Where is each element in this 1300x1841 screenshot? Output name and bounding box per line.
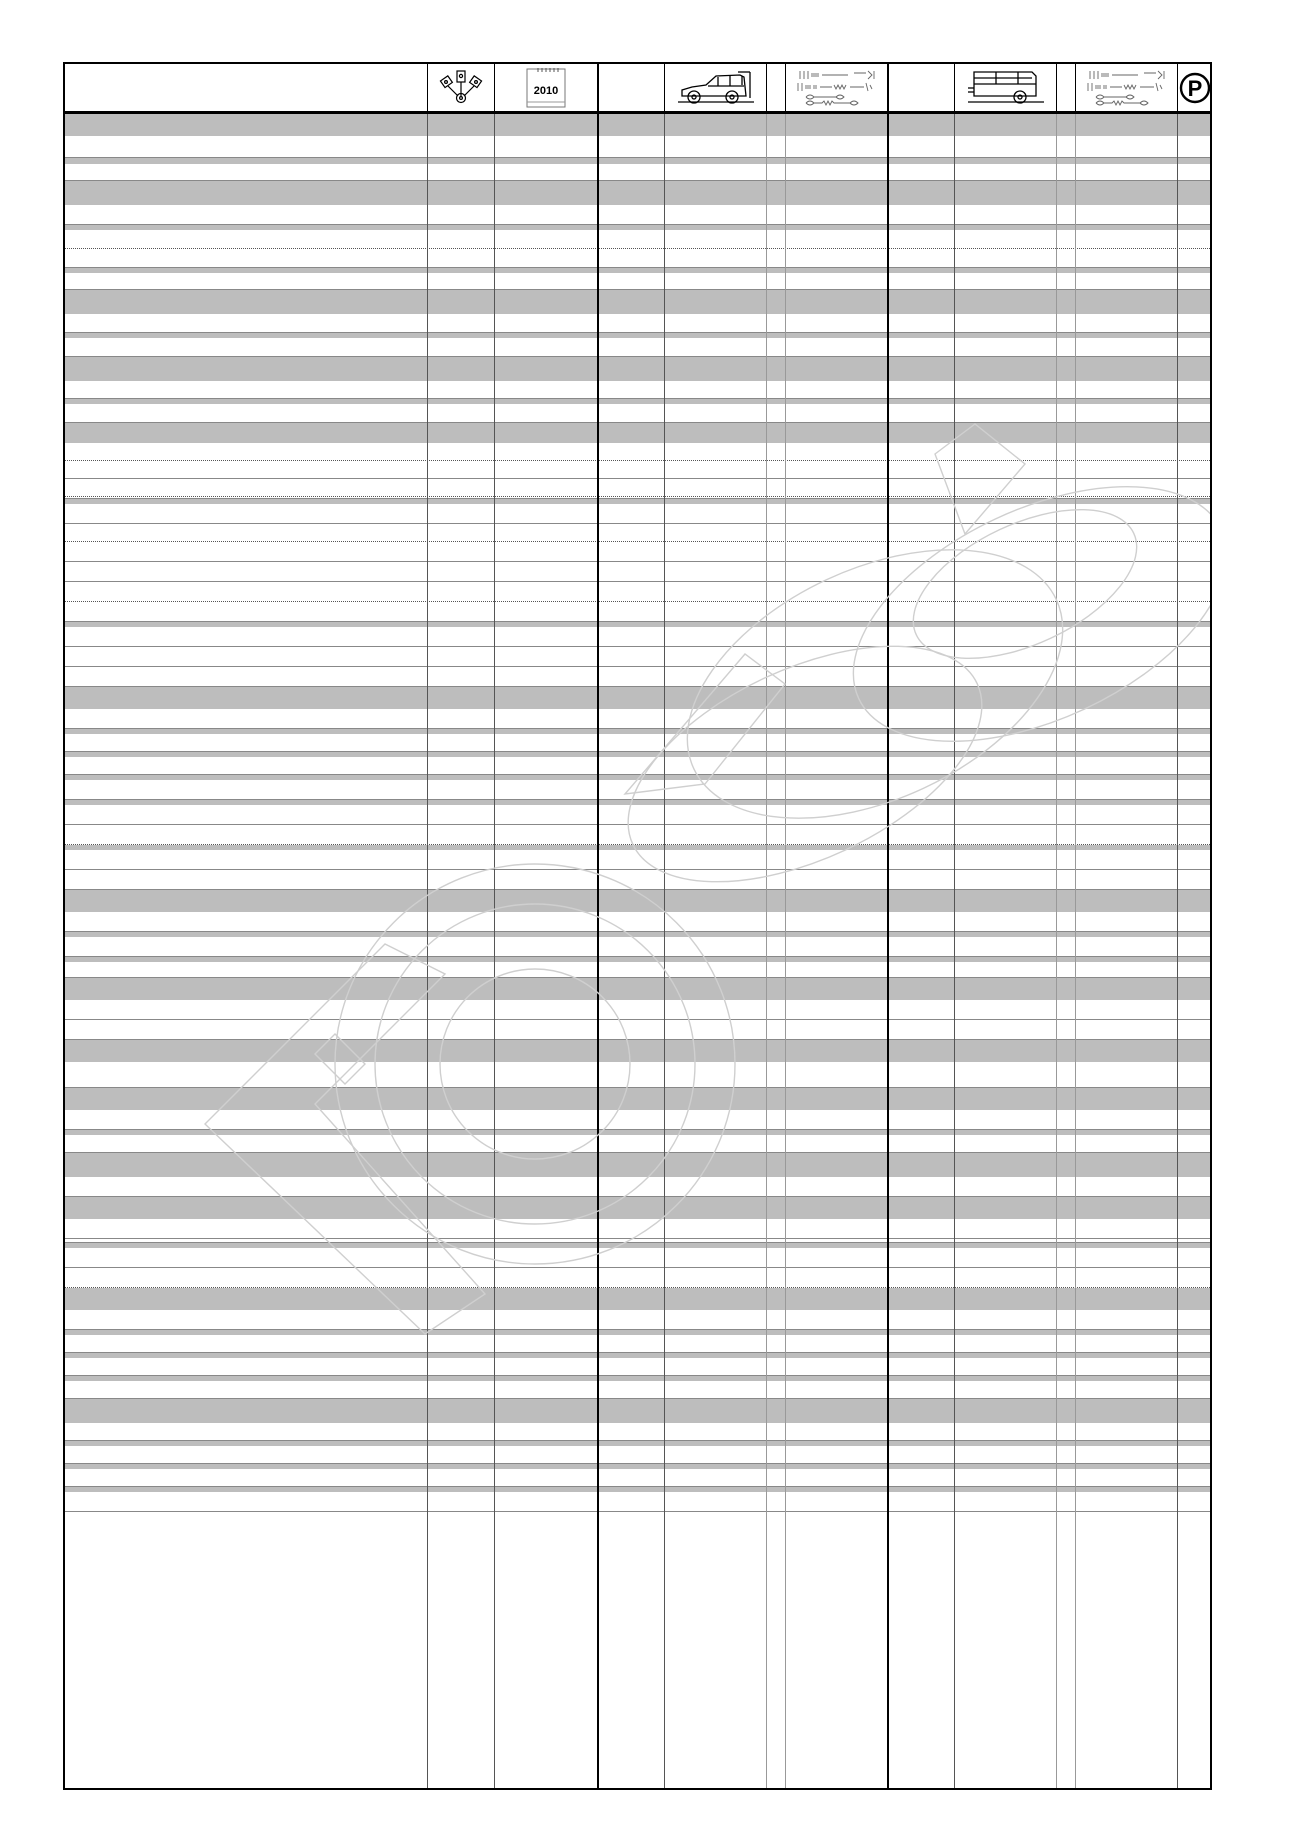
- calendar-2010-icon: [524, 66, 568, 110]
- section-band: [65, 357, 1210, 381]
- table-row: [65, 504, 1210, 524]
- column-divider: [427, 114, 428, 1788]
- column-divider: [597, 114, 599, 1788]
- column-divider: [1075, 114, 1076, 1788]
- section-band: [65, 1288, 1210, 1310]
- table-row: [65, 443, 1210, 461]
- table-row: [65, 870, 1210, 890]
- section-band: [65, 1197, 1210, 1219]
- table-row: [65, 602, 1210, 622]
- section-band: [65, 181, 1210, 205]
- table-row: [65, 1248, 1210, 1268]
- header-description-cell: [65, 64, 427, 111]
- column-divider: [1177, 114, 1178, 1788]
- column-divider: [1056, 114, 1057, 1788]
- table-row: [65, 937, 1210, 957]
- column-divider: [887, 114, 889, 1788]
- table-row: [65, 1492, 1210, 1512]
- table-row: [65, 1062, 1210, 1088]
- section-band: [65, 978, 1210, 1000]
- table-row: [65, 404, 1210, 423]
- column-divider: [494, 114, 495, 1788]
- section-band: [65, 290, 1210, 314]
- parking-p-icon: [1179, 72, 1211, 104]
- table-row: [65, 709, 1210, 729]
- section-band: [65, 1040, 1210, 1062]
- header-year-cell: [494, 64, 597, 111]
- table-row: [65, 912, 1210, 932]
- table-row: [65, 205, 1210, 225]
- van-car-icon: [968, 68, 1044, 108]
- section-band: [65, 687, 1210, 709]
- table-row: [65, 647, 1210, 667]
- workshop-tools-icon: [792, 67, 882, 109]
- parking-letter: P: [1187, 75, 1203, 101]
- section-band: [65, 890, 1210, 912]
- table-row: [65, 1358, 1210, 1376]
- table-row: [65, 757, 1210, 775]
- header-col-blank-a: [597, 64, 664, 111]
- table-row: [65, 627, 1210, 647]
- table-row: [65, 479, 1210, 497]
- table-row: [65, 1446, 1210, 1464]
- table-row: [65, 562, 1210, 582]
- header-engine-cell: [427, 64, 494, 111]
- table-row: [65, 164, 1210, 181]
- table-row: [65, 230, 1210, 249]
- table-row: [65, 1020, 1210, 1040]
- section-band: [65, 1153, 1210, 1177]
- column-divider: [766, 114, 767, 1788]
- table-row: [65, 1135, 1210, 1153]
- table-row: [65, 780, 1210, 800]
- table-row: [65, 136, 1210, 158]
- table-row: [65, 338, 1210, 357]
- section-band: [65, 114, 1210, 136]
- table-row: [65, 667, 1210, 687]
- table-row: [65, 314, 1210, 333]
- table-row: [65, 1469, 1210, 1487]
- table-row: [65, 524, 1210, 542]
- section-band: [65, 1088, 1210, 1110]
- table-row: [65, 273, 1210, 290]
- service-table-sheet: [63, 62, 1212, 1790]
- column-divider: [954, 114, 955, 1788]
- section-band: [65, 423, 1210, 443]
- table-row: [65, 1381, 1210, 1399]
- header-narrow-cell-a: [766, 64, 785, 111]
- table-row: [65, 582, 1210, 602]
- header-tools-cell-b: [1075, 64, 1177, 111]
- table-row: [65, 962, 1210, 978]
- table-row: [65, 1268, 1210, 1288]
- header-col-blank-b: [887, 64, 954, 111]
- header-hatchback-cell: [664, 64, 766, 111]
- header-parking-cell: [1177, 64, 1212, 111]
- table-row: [65, 1000, 1210, 1020]
- table-header: [65, 64, 1210, 114]
- table-row: [65, 1110, 1210, 1130]
- hatchback-car-icon: [678, 68, 754, 108]
- table-row: [65, 734, 1210, 752]
- column-divider: [664, 114, 665, 1788]
- table-body: [65, 114, 1210, 1788]
- table-row: [65, 805, 1210, 825]
- pistons-icon: [438, 68, 484, 108]
- table-row: [65, 1335, 1210, 1353]
- header-tools-cell-a: [785, 64, 887, 111]
- workshop-tools-icon: [1082, 67, 1172, 109]
- table-row: [65, 1310, 1210, 1330]
- header-narrow-cell-b: [1056, 64, 1075, 111]
- table-row: [65, 850, 1210, 870]
- table-row: [65, 249, 1210, 268]
- table-row: [65, 825, 1210, 845]
- table-row: [65, 1177, 1210, 1197]
- table-row: [65, 381, 1210, 399]
- column-divider: [785, 114, 786, 1788]
- table-row: [65, 1219, 1210, 1239]
- table-row: [65, 542, 1210, 562]
- header-van-cell: [954, 64, 1056, 111]
- table-row: [65, 461, 1210, 479]
- table-row: [65, 1423, 1210, 1441]
- section-band: [65, 1399, 1210, 1423]
- year-label: 2010: [533, 84, 559, 97]
